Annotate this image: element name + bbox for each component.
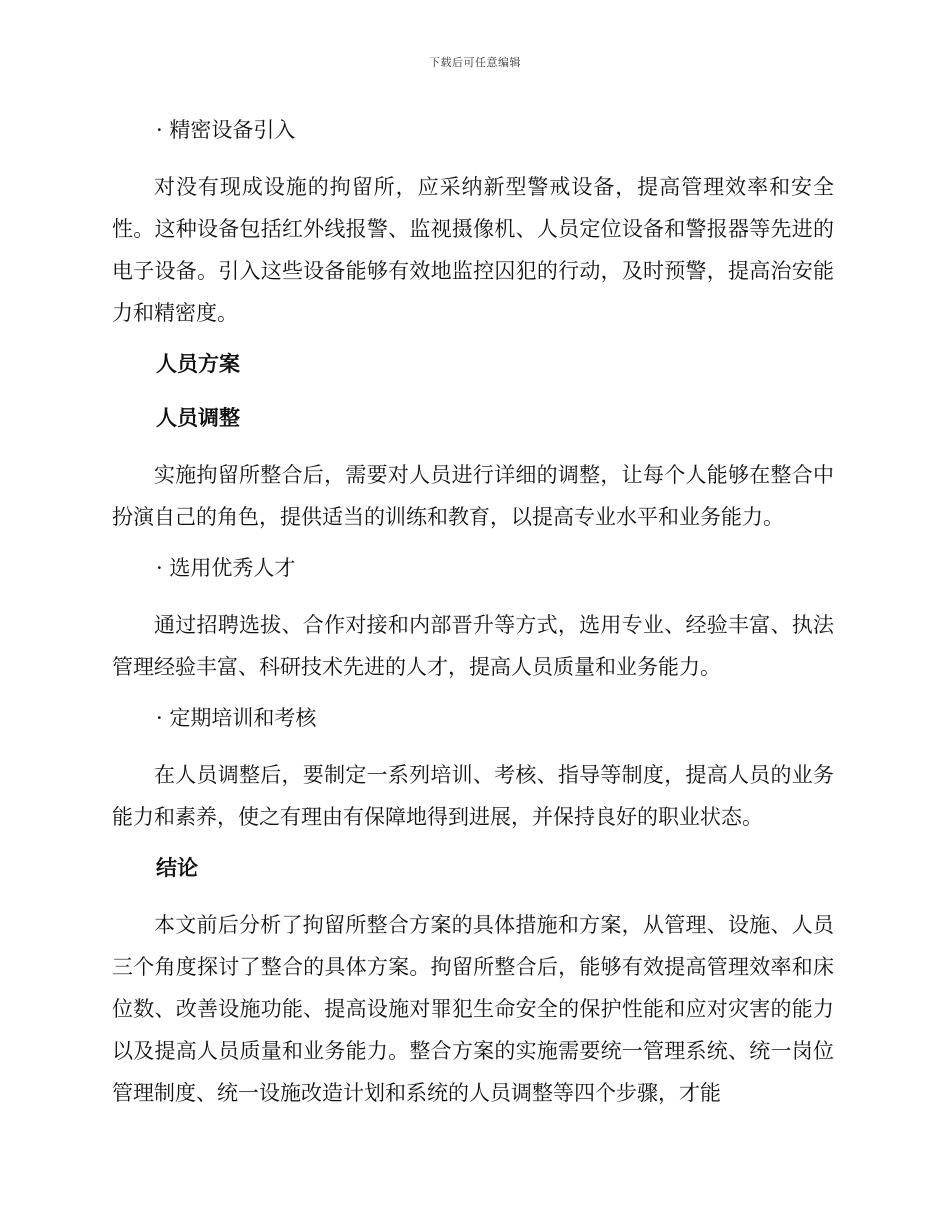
document-body (112, 112, 834, 1126)
paragraph-personnel-adjustment: 实施拘留所整合后，需要对人员进行详细的调整，让每个人能够在整合中扮演自己的角色，提供适当的训练和教育，以提高专业水平和业务能力。 (112, 463, 834, 529)
paragraph-conclusion: 本文前后分析了拘留所整合方案的具体措施和方案，从管理、设施、人员三个角度探讨了整合的具体方案。拘留所整合后，能够有效提高管理效率和床位数、改善设施功能、提高设施对罪犯生命安全的保护性能和应对灾害的能力以及提高人员质量和业务能力。整合方案的实施需要统一管理系统、统一岗位管理制度、统一设施改造计划和系统的人员调整等四个步骤，才能 (112, 913, 834, 1105)
section-heading-conclusion: 结论 (156, 855, 198, 880)
paragraph-equipment: 对没有现成设施的拘留所，应采纳新型警戒设备，提高管理效率和安全性。这种设备包括红外线报警、监视摄像机、人员定位设备和警报器等先进的电子设备。引入这些设备能够有效地监控囚犯的行动，及时预警，提高治安能力和精密度。 (112, 175, 834, 325)
bullet-precision-equipment: · 精密设备引入 (156, 118, 296, 142)
paragraph-select-talent: 通过招聘选拔、合作对接和内部晋升等方式，选用专业、经验丰富、执法管理经验丰富、科研技术先进的人才，提高人员质量和业务能力。 (112, 613, 834, 679)
page-header: 下载后可任意编辑 (429, 56, 521, 69)
section-heading-personnel-plan: 人员方案 (156, 351, 240, 376)
bullet-select-talent: · 选用优秀人才 (156, 556, 296, 580)
section-heading-personnel-adjustment: 人员调整 (156, 405, 240, 430)
paragraph-training-assessment: 在人员调整后，要制定一系列培训、考核、指导等制度，提高人员的业务能力和素养，使之有理由有保障地得到进展，并保持良好的职业状态。 (112, 763, 834, 829)
bullet-training-assessment: · 定期培训和考核 (156, 706, 317, 730)
